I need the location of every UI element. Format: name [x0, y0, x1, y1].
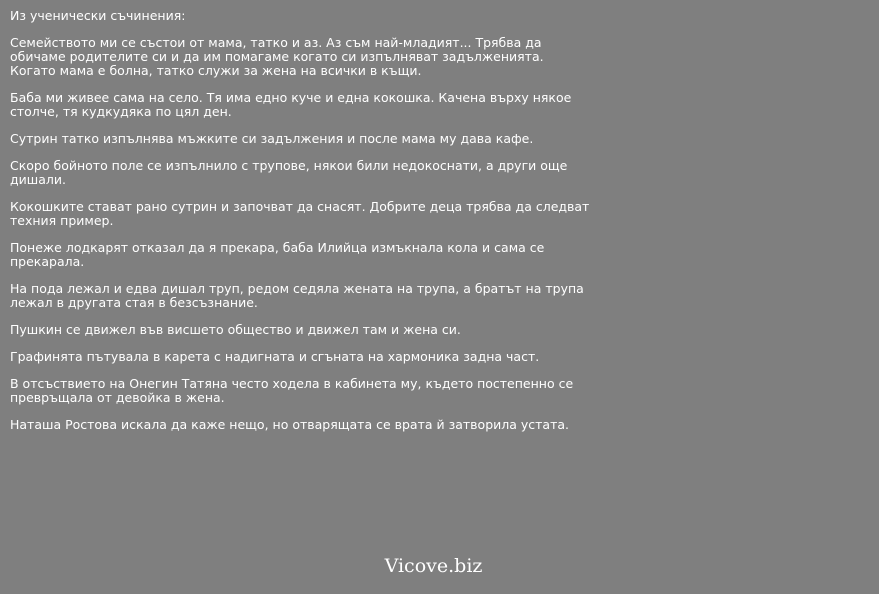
- paragraph-corpse: На пода лежал и едва дишал труп, редом седяла жената на трупа, а братът на трупа лежал в другата стая в безсъзнание.: [10, 281, 584, 310]
- site-watermark: [0, 555, 879, 577]
- page-heading: Из ученически съчинения:: [10, 8, 186, 23]
- paragraph-battlefield: Скоро бойното поле се изпълнило с трупове, някои били недокоснати, а други още дишали.: [10, 158, 568, 187]
- paragraph-natasha: Наташа Ростова искала да каже нещо, но отварящата се врата й затворила устата.: [10, 417, 570, 432]
- site-name: Vicove.biz: [384, 555, 483, 577]
- paragraph-onegin: В отсъствието на Онегин Татяна често ходела в кабинета му, където постепенно се превръщала от девойка в жена.: [10, 376, 574, 405]
- paragraph-family: Семейството ми се състои от мама, татко и аз. Аз съм най-младият... Трябва да обичаме родителите си и да им помагаме когато си изпълняват задълженията. Когато мама е болна, татко служи за жена на всички в къщи.: [10, 35, 544, 78]
- joke-text-block: [10, 9, 590, 445]
- paragraph-chickens: Кокошките стават рано сутрин и започват да снасят. Добрите деца трябва да следват техния пример.: [10, 199, 590, 228]
- paragraph-father-duties: Сутрин татко изпълнява мъжките си задължения и после мама му дава кафе.: [10, 131, 534, 146]
- paragraph-grandma: Баба ми живее сама на село. Тя има едно куче и една кокошка. Качена върху някое столче, тя кудкудяка по цял ден.: [10, 90, 572, 119]
- paragraph-countess: Графинята пътувала в карета с надигната и сгъната на хармоника задна част.: [10, 349, 540, 364]
- paragraph-pushkin: Пушкин се движел във висшето общество и движел там и жена си.: [10, 322, 461, 337]
- paragraph-boatman: Понеже лодкарят отказал да я прекара, баба Илийца измъкнала кола и сама се прекарала.: [10, 240, 545, 269]
